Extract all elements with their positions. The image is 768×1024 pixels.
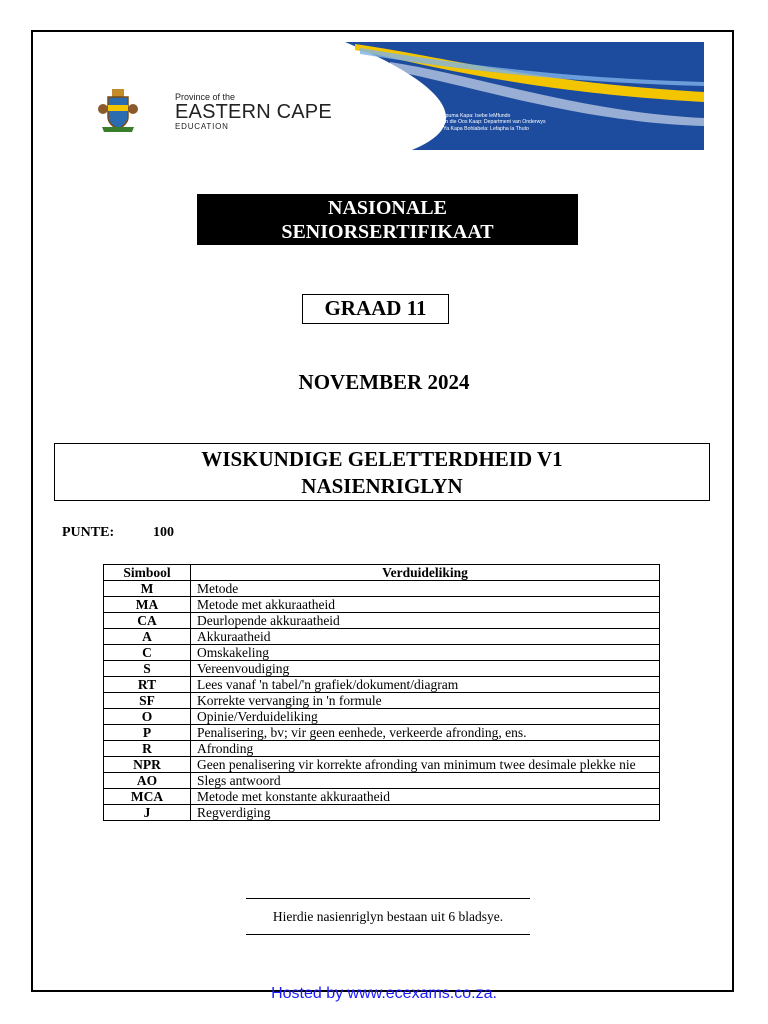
symbol-cell: AO bbox=[104, 773, 191, 789]
marks bbox=[62, 525, 174, 541]
meaning-cell: Omskakeling bbox=[191, 645, 660, 661]
meaning-cell: Penalisering, bv; vir geen eenhede, verkeerde afronding, ens. bbox=[191, 725, 660, 741]
symbol-cell: RT bbox=[104, 677, 191, 693]
marks-label: PUNTE: bbox=[62, 525, 115, 540]
subject-line: WISKUNDIGE GELETTERDHEID V1 bbox=[201, 447, 563, 471]
province-small-text: Province of the bbox=[175, 92, 236, 102]
meaning-cell: Afronding bbox=[191, 741, 660, 757]
meaning-cell: Regverdiging bbox=[191, 805, 660, 821]
symbol-cell: M bbox=[104, 581, 191, 597]
meaning-cell: Metode met konstante akkuraatheid bbox=[191, 789, 660, 805]
table-row bbox=[104, 709, 660, 725]
table-row bbox=[104, 661, 660, 677]
symbol-cell: CA bbox=[104, 613, 191, 629]
symbol-legend-table bbox=[103, 564, 660, 821]
table-row bbox=[104, 645, 660, 661]
table-row bbox=[104, 597, 660, 613]
symbol-cell: SF bbox=[104, 693, 191, 709]
hosted-by-link[interactable]: Hosted by www.ecexams.co.za. bbox=[271, 985, 497, 1002]
symbol-cell: A bbox=[104, 629, 191, 645]
grade-box: GRAAD 11 bbox=[302, 294, 449, 324]
meaning-cell: Lees vanaf 'n tabel/'n grafiek/dokument/diagram bbox=[191, 677, 660, 693]
tagline-line: Provinsie van die Oos Kaap: Department van Onderwys bbox=[417, 119, 546, 126]
table-row bbox=[104, 613, 660, 629]
table-row bbox=[104, 741, 660, 757]
meaning-cell: Korrekte vervanging in 'n formule bbox=[191, 693, 660, 709]
table-row bbox=[104, 773, 660, 789]
meaning-cell: Slegs antwoord bbox=[191, 773, 660, 789]
symbol-cell: R bbox=[104, 741, 191, 757]
page-count-note: Hierdie nasienriglyn bestaan uit 6 bladsye. bbox=[246, 898, 530, 935]
marks-value: 100 bbox=[153, 525, 174, 540]
meaning-cell: Vereenvoudiging bbox=[191, 661, 660, 677]
province-logo-text bbox=[175, 93, 332, 132]
meaning-cell: Opinie/Verduideliking bbox=[191, 709, 660, 725]
department-name: EDUCATION bbox=[175, 122, 229, 131]
title-line: SENIORSERTIFIKAAT bbox=[281, 221, 494, 243]
meaning-cell: Geen penalisering vir korrekte afronding van minimum twee desimale plekke nie bbox=[191, 757, 660, 773]
table-row bbox=[104, 789, 660, 805]
table-row bbox=[104, 757, 660, 773]
table-row bbox=[104, 805, 660, 821]
table-row bbox=[104, 629, 660, 645]
subject-line: NASIENRIGLYN bbox=[301, 474, 463, 498]
table-header-row bbox=[104, 565, 660, 581]
symbol-cell: O bbox=[104, 709, 191, 725]
meaning-cell: Metode met akkuraatheid bbox=[191, 597, 660, 613]
symbol-cell: C bbox=[104, 645, 191, 661]
symbol-cell: J bbox=[104, 805, 191, 821]
banner-tagline bbox=[417, 113, 637, 132]
symbol-cell: P bbox=[104, 725, 191, 741]
tagline-line: Iphondo leMpuma Kapa: Isebe leMfundo bbox=[417, 113, 511, 119]
meaning-cell: Metode bbox=[191, 581, 660, 597]
table-row bbox=[104, 581, 660, 597]
meaning-cell: Akkuraatheid bbox=[191, 629, 660, 645]
exam-title-box bbox=[197, 194, 578, 245]
table-row bbox=[104, 725, 660, 741]
symbol-cell: MA bbox=[104, 597, 191, 613]
page-border bbox=[31, 30, 734, 992]
header-banner bbox=[60, 42, 704, 150]
coat-of-arms-icon bbox=[98, 87, 138, 133]
province-name: EASTERN CAPE bbox=[175, 101, 332, 123]
symbol-cell: S bbox=[104, 661, 191, 677]
symbol-cell: NPR bbox=[104, 757, 191, 773]
symbol-cell: MCA bbox=[104, 789, 191, 805]
subject-box bbox=[54, 443, 710, 501]
meaning-cell: Deurlopende akkuraatheid bbox=[191, 613, 660, 629]
tagline-line: Porafensie Ya Kapa Bohlabela: Lefapha la Thuto bbox=[417, 125, 529, 132]
table-row bbox=[104, 677, 660, 693]
header-symbol: Simbool bbox=[104, 565, 191, 581]
title-line: NASIONALE bbox=[328, 197, 447, 219]
header-explanation: Verduideliking bbox=[191, 565, 660, 581]
table-row bbox=[104, 693, 660, 709]
exam-date: NOVEMBER 2024 bbox=[298, 370, 470, 394]
